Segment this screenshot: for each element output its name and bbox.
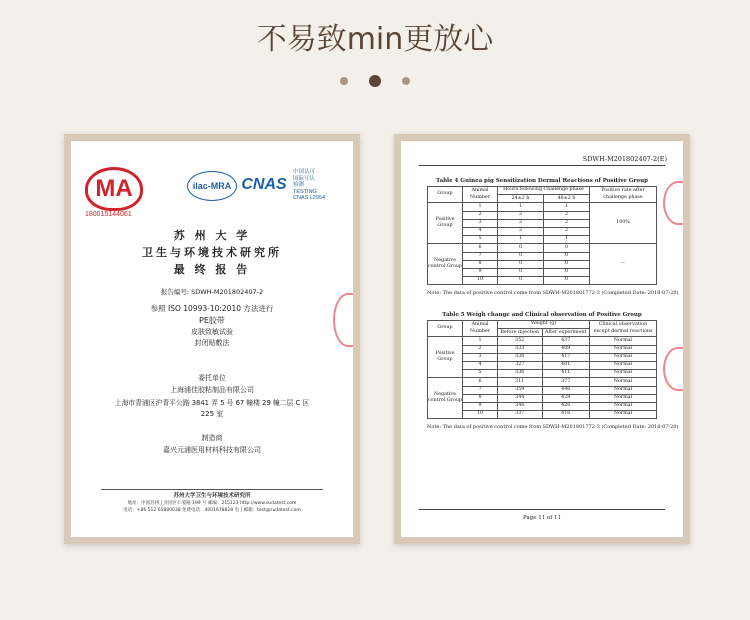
table-row	[428, 386, 657, 394]
table-cell: 377	[542, 378, 590, 386]
table4-header-24h: 24±2 h	[498, 195, 544, 203]
test-results-page	[401, 141, 683, 537]
table-cell: 0	[498, 268, 544, 276]
table5-header-before: Before injection	[498, 329, 543, 337]
table4-sensitization	[427, 186, 657, 285]
table-row	[428, 378, 657, 386]
table-cell: 338	[498, 353, 543, 361]
table-row	[428, 411, 657, 419]
table-cell: 428	[542, 394, 590, 402]
client-label: 委托单位	[198, 374, 226, 382]
table5-header-group: Group	[428, 321, 463, 337]
footer-address: 地址：中国苏州工业园区仁爱路 199 号 邮编：215123 http://www.sudatest.com	[127, 501, 297, 506]
table5-weight	[427, 320, 657, 419]
table4-rate-positive: 100%	[590, 203, 657, 244]
header-rule	[419, 165, 665, 166]
cma-logo-icon: MA	[85, 167, 143, 211]
table5-header-clinical: Clinical observation except dermal reactions	[590, 321, 657, 337]
table-row	[428, 345, 657, 353]
table-cell: 5	[463, 370, 498, 378]
table-cell: 336	[498, 370, 543, 378]
table-cell: 3	[463, 353, 498, 361]
table-cell: 1	[543, 236, 589, 244]
table-cell: 9	[463, 402, 498, 410]
table-cell: 337	[498, 411, 543, 419]
table-cell: 411	[542, 370, 590, 378]
table-cell: 417	[542, 353, 590, 361]
page-number: Page 11 of 11	[522, 515, 562, 521]
table-cell: 1	[543, 203, 589, 211]
table5-group-negative: Negative control Group	[428, 378, 463, 419]
table-cell: Normal	[590, 353, 657, 361]
table-cell: 0	[498, 260, 544, 268]
table-cell: 2	[543, 219, 589, 227]
table-cell: 344	[498, 394, 543, 402]
table-cell: 359	[498, 386, 543, 394]
carousel-dots	[0, 70, 750, 89]
table-cell: 6	[463, 378, 498, 386]
table-cell: 2	[498, 219, 544, 227]
table4-rate-negative: --	[590, 244, 657, 285]
ilac-mra-logo-icon: ilac-MRA	[187, 171, 237, 201]
table4-note: Note: The data of positive control come from SDWH-M201801772-3 (Completed Date: 2018-07-20)	[427, 290, 679, 296]
table-cell: 4	[463, 361, 498, 369]
table-cell: 416	[542, 411, 590, 419]
table4-header-rate: Positive rate after challenge phase	[590, 187, 657, 203]
table-cell: 10	[463, 277, 498, 285]
table-cell: 0	[543, 244, 589, 252]
certificate-cover-frame	[64, 134, 360, 544]
table-row	[428, 337, 657, 345]
cma-number: 180015144061	[85, 211, 132, 218]
table-cell: 8	[463, 260, 498, 268]
table-cell: 2	[463, 211, 498, 219]
table-cell: 2	[543, 211, 589, 219]
table5-title: Table 5 Weigh change and Clinical observation of Positive Group	[442, 312, 642, 318]
table4-title: Table 4 Guinea pig Sensitization Dermal Reactions of Positive Group	[436, 178, 648, 184]
table5-header-animal: Animal Number	[463, 321, 498, 337]
institute-name: 苏 州 大 学	[173, 229, 251, 242]
table5-note: Note: The data of positive control come from SDWH-M201801772-3 (Completed Date: 2018-07-20)	[427, 424, 679, 430]
table-cell: 4	[463, 227, 498, 235]
table-cell: 1	[463, 337, 498, 345]
institute-department: 卫生与环境技术研究所	[142, 246, 282, 259]
table-row	[428, 244, 657, 252]
table-cell: 1	[463, 203, 498, 211]
table5-group-positive: Positive Group	[428, 337, 463, 378]
table-cell: 2	[498, 211, 544, 219]
table-cell: 8	[463, 394, 498, 402]
table-cell: Normal	[590, 411, 657, 419]
table-cell: Normal	[590, 378, 657, 386]
report-id: SDWH-M201802407-2(E)	[582, 155, 667, 163]
footer-divider	[101, 489, 323, 490]
table-cell: 0	[498, 252, 544, 260]
test-standard: 参照 ISO 10993-10:2010 方法进行	[150, 304, 274, 313]
table-cell: 0	[543, 268, 589, 276]
table5-header-after: After experiment	[542, 329, 590, 337]
table-cell: 446	[542, 386, 590, 394]
report-type: 最 终 报 告	[173, 263, 251, 276]
table4-header-48h: 48±2 h	[543, 195, 589, 203]
table4-header-group: Group	[428, 187, 463, 203]
red-seal-stamp-icon	[663, 347, 683, 391]
table-cell: 10	[463, 411, 498, 419]
carousel-dot-1[interactable]	[340, 77, 348, 85]
manufacturer-name: 嘉兴元浦医用材料科技有限公司	[163, 446, 261, 454]
table-cell: 311	[498, 378, 543, 386]
table4-group-negative: Negative control Group	[428, 244, 463, 285]
table-cell: 6	[463, 244, 498, 252]
table-cell: Normal	[590, 361, 657, 369]
table-cell: 346	[498, 402, 543, 410]
client-address: 上海市青浦区沪青平公路 3841 弄 5 号 67 幢楼 29 幢二层 C 区	[114, 399, 310, 407]
certificate-cover-page	[71, 141, 353, 537]
test-results-frame	[394, 134, 690, 544]
table4-header-animal: Animal Number	[463, 187, 498, 203]
table-cell: 409	[542, 345, 590, 353]
table-cell: 0	[543, 277, 589, 285]
test-name: 皮肤致敏试验	[191, 328, 233, 336]
table-cell: Normal	[590, 386, 657, 394]
table-cell: Normal	[590, 370, 657, 378]
table-cell: Normal	[590, 345, 657, 353]
table-row	[428, 370, 657, 378]
table-cell: 7	[463, 252, 498, 260]
product-name: PE胶带	[199, 316, 225, 325]
table-cell: 3	[463, 219, 498, 227]
table-cell: 2	[463, 345, 498, 353]
footer-contact: 电话：+86 512 65880038 免费电话：4001678828 电子邮箱：test@sudatest.com	[123, 508, 301, 513]
table-cell: 401	[542, 361, 590, 369]
table-cell: 0	[498, 277, 544, 285]
table4-group-positive: Positive Group	[428, 203, 463, 244]
table-cell: 5	[463, 236, 498, 244]
carousel-dot-3[interactable]	[402, 77, 410, 85]
table-cell: 333	[498, 345, 543, 353]
table4-header-hours: Hours following Challenge phase	[498, 187, 590, 195]
table-row	[428, 361, 657, 369]
table-cell: 0	[543, 260, 589, 268]
cnas-accreditation-text: 中国认可 国际互认 检测 TESTING CNAS L2954	[293, 169, 326, 201]
table-cell: 352	[498, 337, 543, 345]
table-cell: 327	[498, 361, 543, 369]
table-cell: 7	[463, 386, 498, 394]
client-name: 上海浦佳胶粘制品有限公司	[170, 386, 254, 394]
table-row	[428, 353, 657, 361]
table-row	[428, 203, 657, 211]
table-cell: 0	[543, 252, 589, 260]
table-cell: 2	[543, 227, 589, 235]
red-seal-stamp-icon	[663, 181, 683, 225]
client-address-room: 225 室	[200, 410, 224, 418]
table-cell: 437	[542, 337, 590, 345]
cnas-logo-icon: CNAS	[241, 176, 287, 193]
table-cell: 0	[498, 244, 544, 252]
manufacturer-label: 制造商	[201, 434, 223, 442]
table-cell: Normal	[590, 394, 657, 402]
table-cell: 426	[542, 402, 590, 410]
footer-rule	[419, 509, 665, 510]
test-method: 封闭贴敷法	[194, 339, 230, 347]
footer-institute: 苏州大学卫生与环境技术研究所	[173, 493, 251, 499]
table-cell: Normal	[590, 402, 657, 410]
table-cell: 9	[463, 268, 498, 276]
table-cell: Normal	[590, 337, 657, 345]
table-cell: 2	[498, 227, 544, 235]
carousel-dot-2-active[interactable]	[369, 75, 381, 87]
page-title: 不易致min更放心	[256, 22, 494, 57]
report-number: 报告编号: SDWH-M201802407-2	[160, 288, 264, 296]
table5-header-weight: Weight (g)	[498, 321, 590, 329]
table-cell: 1	[498, 236, 544, 244]
table-cell: 1	[498, 203, 544, 211]
